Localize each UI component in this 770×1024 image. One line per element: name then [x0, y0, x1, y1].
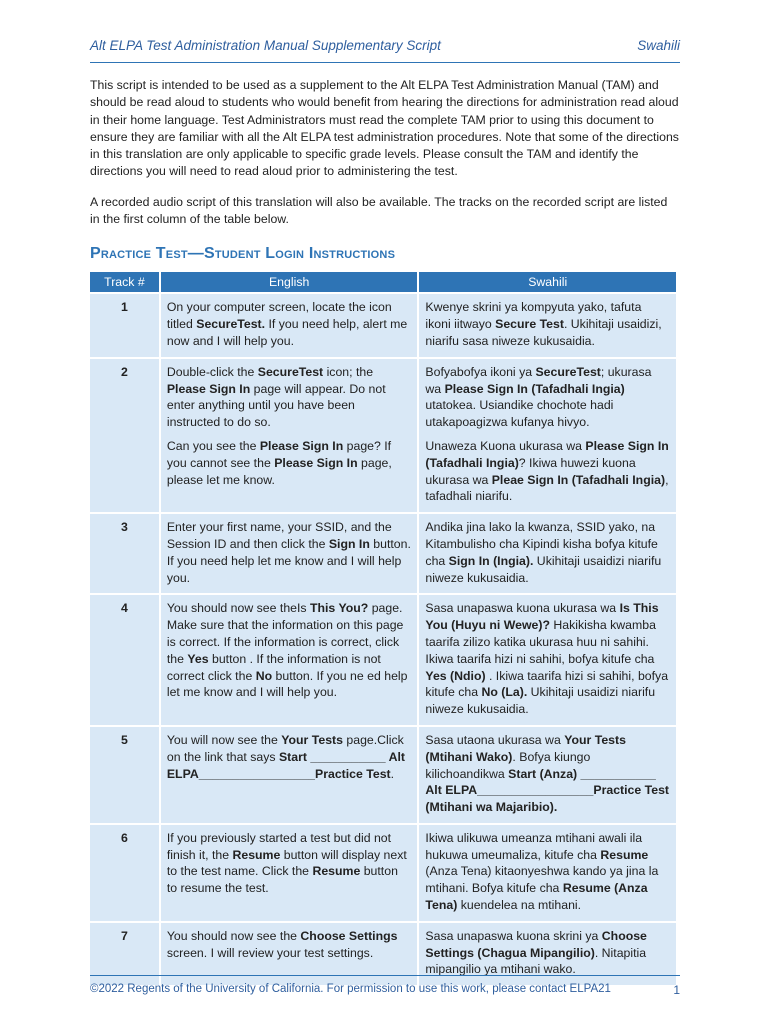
swahili-text: Sasa unapaswa kuona skrini ya Choose Settings (Chagua Mipangilio). Nitapitia mipangilio ya mtihani wako.: [425, 928, 647, 977]
english-text-cell: [161, 727, 418, 823]
header-language: Swahili: [637, 38, 680, 53]
page-header: [90, 38, 680, 63]
table-row: [90, 514, 676, 593]
english-text: Enter your first name, your SSID, and the Session ID and then click the Sign In button. If you need help let me know and I will help you.: [166, 520, 411, 585]
track-number: 7: [90, 923, 159, 985]
header-english: English: [161, 272, 418, 292]
intro-paragraph-2: A recorded audio script of this translation will also be available. The tracks on the recorded script are listed in the first column of the table below.: [90, 194, 668, 227]
track-number: 5: [90, 727, 159, 823]
track-number: 3: [90, 514, 159, 593]
english-text: You should now see theIs This You? page. Make sure that the information on this page is correct. If the information is correct, click the Yes button . If the information is not correct click the No button. If you ne ed help let me know and I will help you.: [166, 601, 408, 700]
english-text-cell: [161, 514, 418, 593]
english-text: If you previously started a test but did not finish it, the Resume button will display next to the test name. Click the Resume button to resume the test.: [166, 830, 407, 896]
swahili-text-cell: [419, 294, 676, 356]
table-row: [90, 595, 676, 725]
page-footer: [90, 975, 680, 997]
english-text: Can you see the Please Sign In page? If you cannot see the Please Sign In page, please let me know.: [166, 438, 392, 487]
english-text-cell: [161, 359, 418, 512]
english-text-cell: [161, 595, 418, 725]
table-row: [90, 359, 676, 512]
header-swahili: Swahili: [419, 272, 676, 292]
swahili-text-cell: [419, 595, 676, 725]
instructions-table: [88, 270, 678, 987]
swahili-text: Sasa utaona ukurasa wa Your Tests (Mtihani Wako). Bofya kiungo kilichoandikwa Start (Anza) ___________ Alt ELPA_________________Practice Test (Mtihani wa Majaribio).: [425, 732, 670, 815]
table-row: [90, 727, 676, 823]
header-track: Track #: [90, 272, 159, 292]
swahili-text: Unaweza Kuona ukurasa wa Please Sign In (Tafadhali Ingia)? Ikiwa huwezi kuona ukurasa wa Pleae Sign In (Tafadhali Ingia), tafadhali niarifu.: [425, 438, 669, 504]
table-row: [90, 825, 676, 921]
header-title: Alt ELPA Test Administration Manual Supplementary Script: [90, 38, 441, 53]
swahili-text: Bofyabofya ikoni ya SecureTest; ukurasa wa Please Sign In (Tafadhali Ingia) utatokea. Usiandike chochote hadi utakapoagizwa kufanya hivyo.: [425, 364, 652, 430]
intro-paragraph-1: This script is intended to be used as a supplement to the Alt ELPA Test Administration Manual (TAM) and should be read aloud to students who would benefit from hearing the directions for administration read aloud in their home language. Test Administrators must read the complete TAM prior to using this document to ensure they are familiar with all the Alt ELPA test administration procedures. Note that some of the directions in this translation are only applicable to specific grade levels. Please consult the TAM and identify the directions you will need to read aloud prior to administering the test.: [90, 78, 679, 179]
swahili-text: Sasa unapaswa kuona ukurasa wa Is This You (Huyu ni Wewe)? Hakikisha kwamba taarifa zilizo katika ukurasa huu ni sahihi. Ikiwa taarifa hizi ni sahihi, bofya kitufe cha Yes (Ndio) . Ikiwa taarifa hizi si sahihi, bofya kitufe cha No (La). Ukihitaji usaidizi niarifu niweze kukusaidia.: [425, 601, 669, 717]
track-number: 6: [90, 825, 159, 921]
swahili-text: Andika jina lako la kwanza, SSID yako, na Kitambulisho cha Kipindi kisha bofya kitufe cha Sign In (Ingia). Ukihitaji usaidizi niarifu niweze kukusaidia.: [425, 520, 662, 585]
english-text-cell: [161, 294, 418, 356]
table-body: [90, 294, 676, 985]
swahili-text-cell: [419, 514, 676, 593]
swahili-text-cell: [419, 727, 676, 823]
swahili-text-cell: [419, 359, 676, 512]
track-number: 2: [90, 359, 159, 512]
swahili-text-cell: [419, 825, 676, 921]
track-number: 4: [90, 595, 159, 725]
english-text: You should now see the Choose Settings screen. I will review your test settings.: [166, 928, 398, 960]
page-number: 1: [673, 983, 680, 997]
swahili-text: Ikiwa ulikuwa umeanza mtihani awali ila hukuwa umeumaliza, kitufe cha Resume (Anza Tena) kitaonyeshwa kando ya jina la mtihani. Bofya kitufe cha Resume (Anza Tena) kuendelea na mtihani.: [425, 830, 659, 913]
copyright-notice: ©2022 Regents of the University of California. For permission to use this work, please contact ELPA21: [90, 983, 611, 995]
english-text-cell: [161, 825, 418, 921]
table-header-row: [90, 272, 676, 292]
swahili-text: Kwenye skrini ya kompyuta yako, tafuta ikoni iitwayo Secure Test. Ukihitaji usaidizi, niarifu sasa niweze kukusaidia.: [425, 300, 662, 348]
english-text: You will now see the Your Tests page.Click on the link that says Start ___________ Alt ELPA_________________Practice Test.: [166, 732, 405, 781]
english-text: Double-click the SecureTest icon; the Please Sign In page will appear. Do not enter anything until you have been instructed to do so.: [166, 364, 386, 430]
document-body: [90, 77, 680, 987]
english-text: On your computer screen, locate the icon titled SecureTest. If you need help, alert me now and I will help you.: [166, 300, 408, 348]
section-title: Practice Test—Student Login Instructions: [90, 245, 396, 263]
table-row: [90, 294, 676, 356]
track-number: 1: [90, 294, 159, 356]
